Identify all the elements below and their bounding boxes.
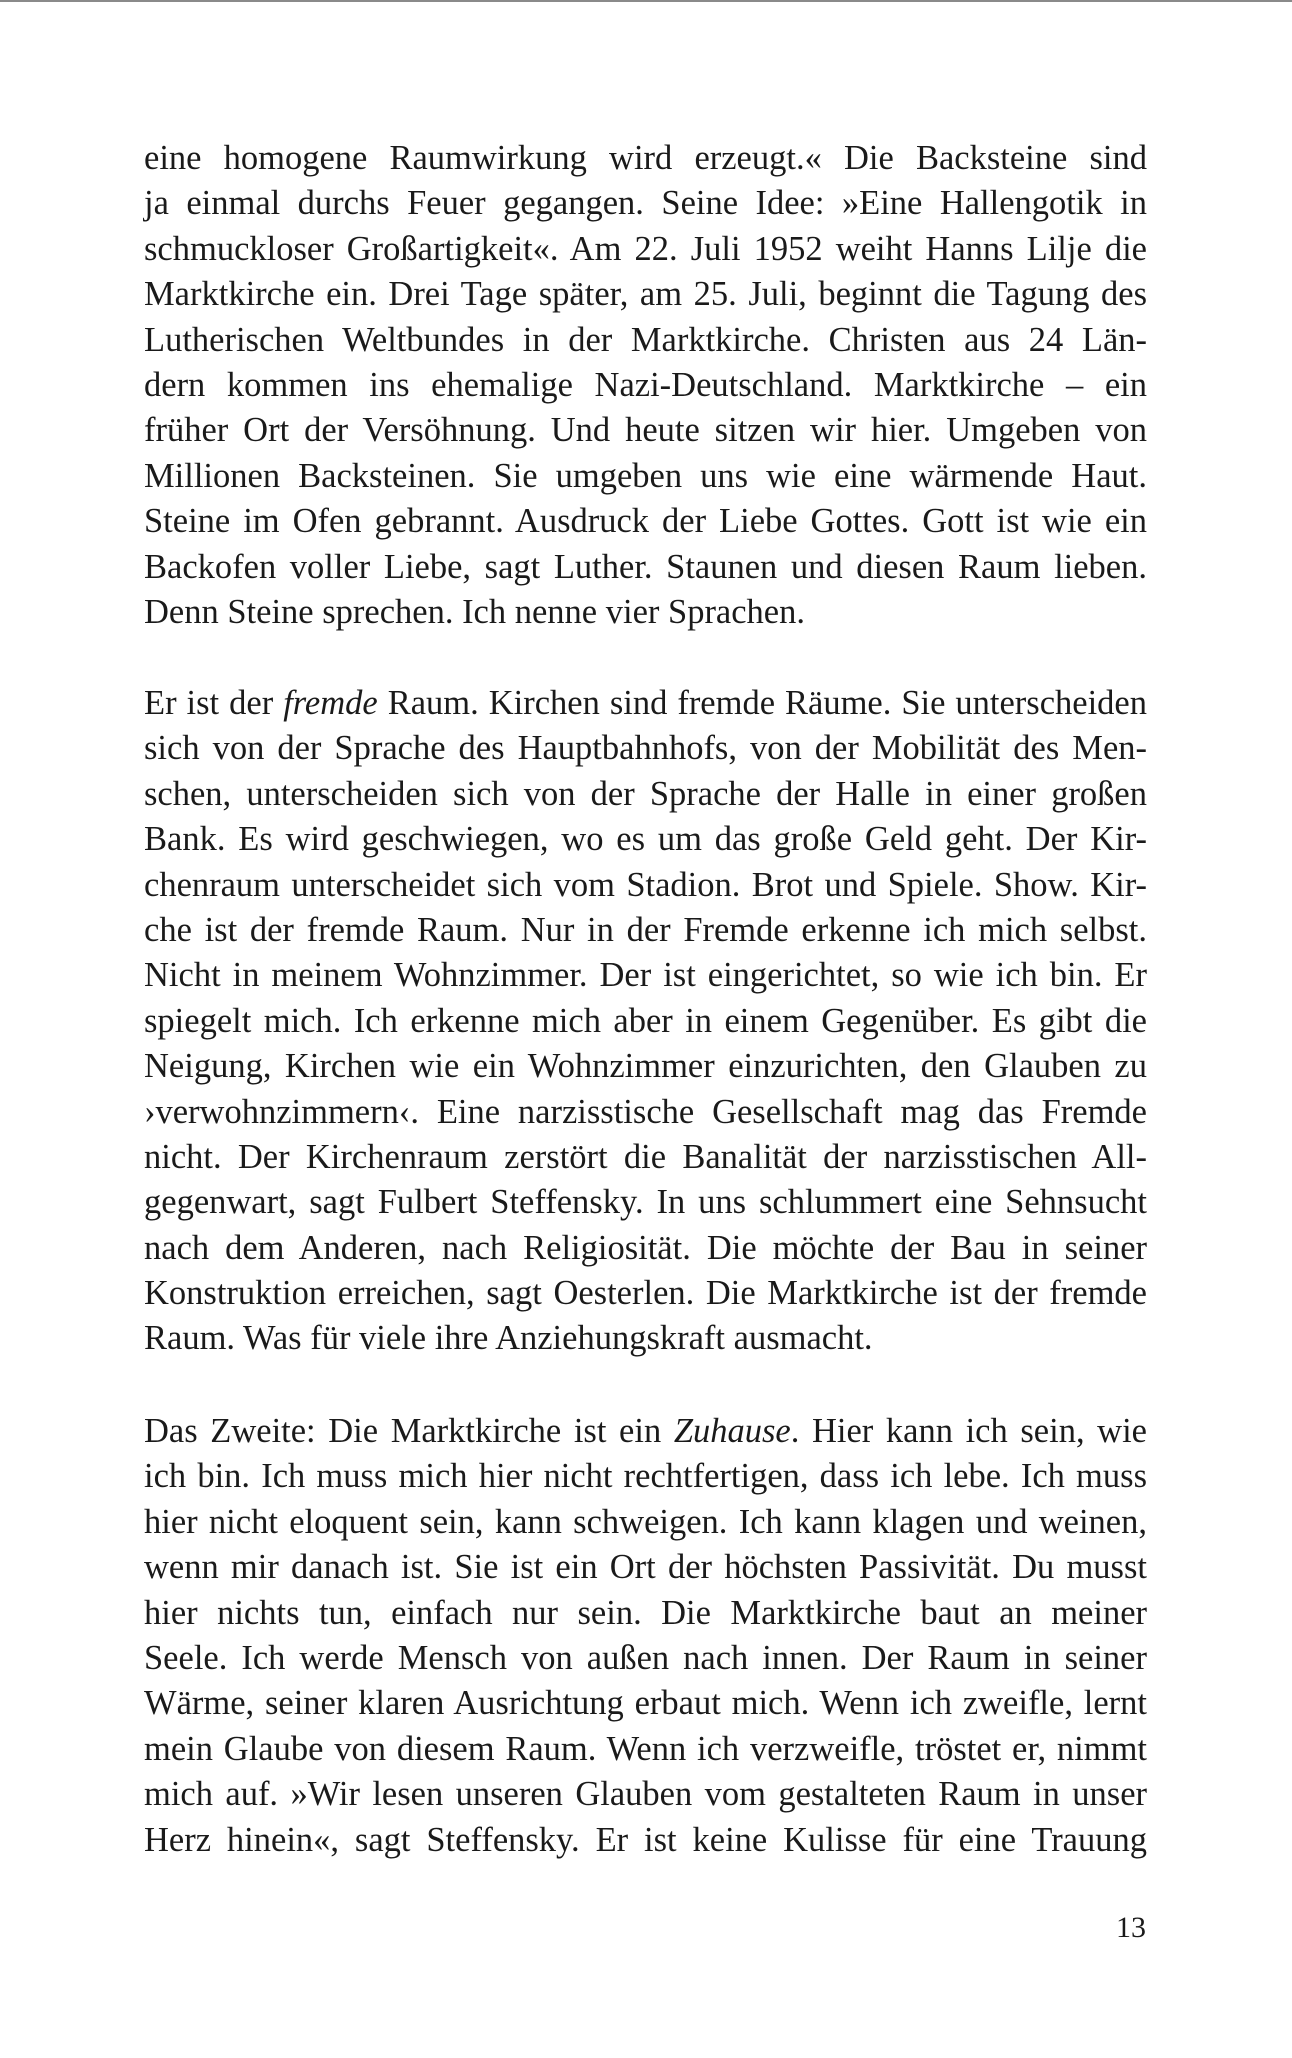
text-line (144, 454, 1147, 499)
paragraph-2 (144, 681, 1147, 1362)
text-run: Steine im Ofen gebrannt. Ausdruck der Liebe Gottes. Gott ist wie ein (144, 502, 1147, 541)
text-run: ja einmal durchs Feuer gegangen. Seine Idee: »Eine Hallengotik in (144, 184, 1147, 223)
text-run: wenn mir danach ist. Sie ist ein Ort der höchsten Passivität. Du musst (144, 1548, 1147, 1587)
text-run: Konstruktion erreichen, sagt Oesterlen. Die Marktkirche ist der fremde (144, 1274, 1147, 1313)
text-run: spiegelt mich. Ich erkenne mich aber in einem Gegenüber. Es gibt die (144, 1001, 1147, 1040)
text-line (144, 272, 1147, 317)
text-line (144, 1409, 1147, 1454)
text-run: gegenwart, sagt Fulbert Steffensky. In uns schlummert eine Sehnsucht (144, 1183, 1147, 1222)
text-run: schmuckloser Großartigkeit«. Am 22. Juli 1952 weiht Hanns Lilje die (144, 229, 1147, 268)
text-run: ›verwohnzimmern‹. Eine narzisstische Gesellschaft mag das Fremde (144, 1092, 1147, 1131)
text-run: Seele. Ich werde Mensch von außen nach innen. Der Raum in seiner (144, 1638, 1147, 1677)
page-number: 13 (1116, 1911, 1146, 1944)
text-line (144, 363, 1147, 408)
text-run: Raum. Kirchen sind fremde Räume. Sie unterscheiden (377, 684, 1147, 722)
text-run: Herz hinein«, sagt Steffensky. Er ist keine Kulisse für eine Trauung (144, 1820, 1147, 1859)
text-run: mich auf. »Wir lesen unseren Glauben vom gestalteten Raum in unser (144, 1775, 1147, 1814)
emphasized-word: fremde (283, 684, 378, 722)
text-line (144, 772, 1147, 817)
text-line (144, 1772, 1147, 1817)
text-run: sich von der Sprache des Hauptbahnhofs, von der Mobilität des Men- (144, 729, 1147, 768)
text-run: nach dem Anderen, nach Religiosität. Die möchte der Bau in seiner (144, 1228, 1147, 1267)
text-run: dern kommen ins ehemalige Nazi-Deutschland. Marktkirche – ein (144, 365, 1147, 404)
text-run: ich bin. Ich muss mich hier nicht rechtfertigen, dass ich lebe. Ich muss (144, 1457, 1147, 1496)
text-line (144, 1316, 1147, 1361)
text-line (144, 1271, 1147, 1316)
emphasized-word: Zuhause (673, 1412, 791, 1450)
text-line (144, 1090, 1147, 1135)
text-line (144, 726, 1147, 771)
text-line (144, 1500, 1147, 1545)
text-line (144, 1545, 1147, 1590)
text-run: Marktkirche ein. Drei Tage später, am 25. Juli, beginnt die Tagung des (144, 275, 1147, 314)
text-run: Millionen Backsteinen. Sie umgeben uns wie eine wärmende Haut. (144, 456, 1147, 495)
text-line (144, 499, 1147, 544)
text-line (144, 817, 1147, 862)
text-line (144, 408, 1147, 453)
text-line (144, 545, 1147, 590)
text-run: mein Glaube von diesem Raum. Wenn ich verzweifle, tröstet er, nimmt (144, 1729, 1147, 1768)
text-line (144, 863, 1147, 908)
text-run: früher Ort der Versöhnung. Und heute sitzen wir hier. Umgeben von (144, 411, 1147, 450)
text-line (144, 908, 1147, 953)
text-run: Wärme, seiner klaren Ausrichtung erbaut mich. Wenn ich zweifle, lernt (144, 1684, 1147, 1723)
text-run: Er ist der (144, 684, 284, 722)
text-line (144, 1727, 1147, 1772)
text-run: Bank. Es wird geschwiegen, wo es um das große Geld geht. Der Kir- (144, 820, 1147, 859)
text-line (144, 136, 1147, 181)
text-line (144, 1226, 1147, 1271)
text-line (144, 1135, 1147, 1180)
text-line (144, 1636, 1147, 1681)
text-line (144, 318, 1147, 363)
text-line (144, 681, 1147, 726)
text-run: che ist der fremde Raum. Nur in der Fremde erkenne ich mich selbst. (144, 910, 1147, 949)
text-line (144, 1454, 1147, 1499)
paragraph-1 (144, 136, 1147, 635)
text-line (144, 1591, 1147, 1636)
text-line (144, 590, 1147, 635)
text-run: . Hier kann ich sein, wie (790, 1412, 1147, 1450)
text-run: Backofen voller Liebe, sagt Luther. Staunen und diesen Raum lieben. (144, 547, 1147, 586)
text-line (144, 227, 1147, 272)
paragraph-3 (144, 1409, 1147, 1863)
text-run: eine homogene Raumwirkung wird erzeugt.« Die Backsteine sind (144, 139, 1147, 177)
text-line (144, 181, 1147, 226)
text-line (144, 999, 1147, 1044)
page-top-rule (0, 0, 1292, 2)
text-run: nicht. Der Kirchenraum zerstört die Banalität der narzisstischen All- (144, 1137, 1147, 1176)
text-run: chenraum unterscheidet sich vom Stadion. Brot und Spiele. Show. Kir- (144, 865, 1147, 904)
text-line (144, 953, 1147, 998)
text-run: Nicht in meinem Wohnzimmer. Der ist eingerichtet, so wie ich bin. Er (144, 956, 1147, 995)
text-run: Neigung, Kirchen wie ein Wohnzimmer einzurichten, den Glauben zu (144, 1047, 1147, 1086)
text-run: hier nichts tun, einfach nur sein. Die Marktkirche baut an meiner (144, 1593, 1147, 1632)
text-run: Raum. Was für viele ihre Anziehungskraft ausmacht. (144, 1319, 873, 1358)
text-run: schen, unterscheiden sich von der Sprache der Halle in einer großen (144, 774, 1147, 813)
text-line (144, 1681, 1147, 1726)
text-run: Lutherischen Weltbundes in der Marktkirche. Christen aus 24 Län- (144, 320, 1147, 359)
text-line (144, 1180, 1147, 1225)
text-run: Denn Steine sprechen. Ich nenne vier Sprachen. (144, 592, 805, 631)
text-line (144, 1044, 1147, 1089)
text-run: hier nicht eloquent sein, kann schweigen. Ich kann klagen und weinen, (144, 1502, 1147, 1541)
text-line (144, 1818, 1147, 1863)
text-run: Das Zweite: Die Marktkirche ist ein (144, 1412, 674, 1450)
